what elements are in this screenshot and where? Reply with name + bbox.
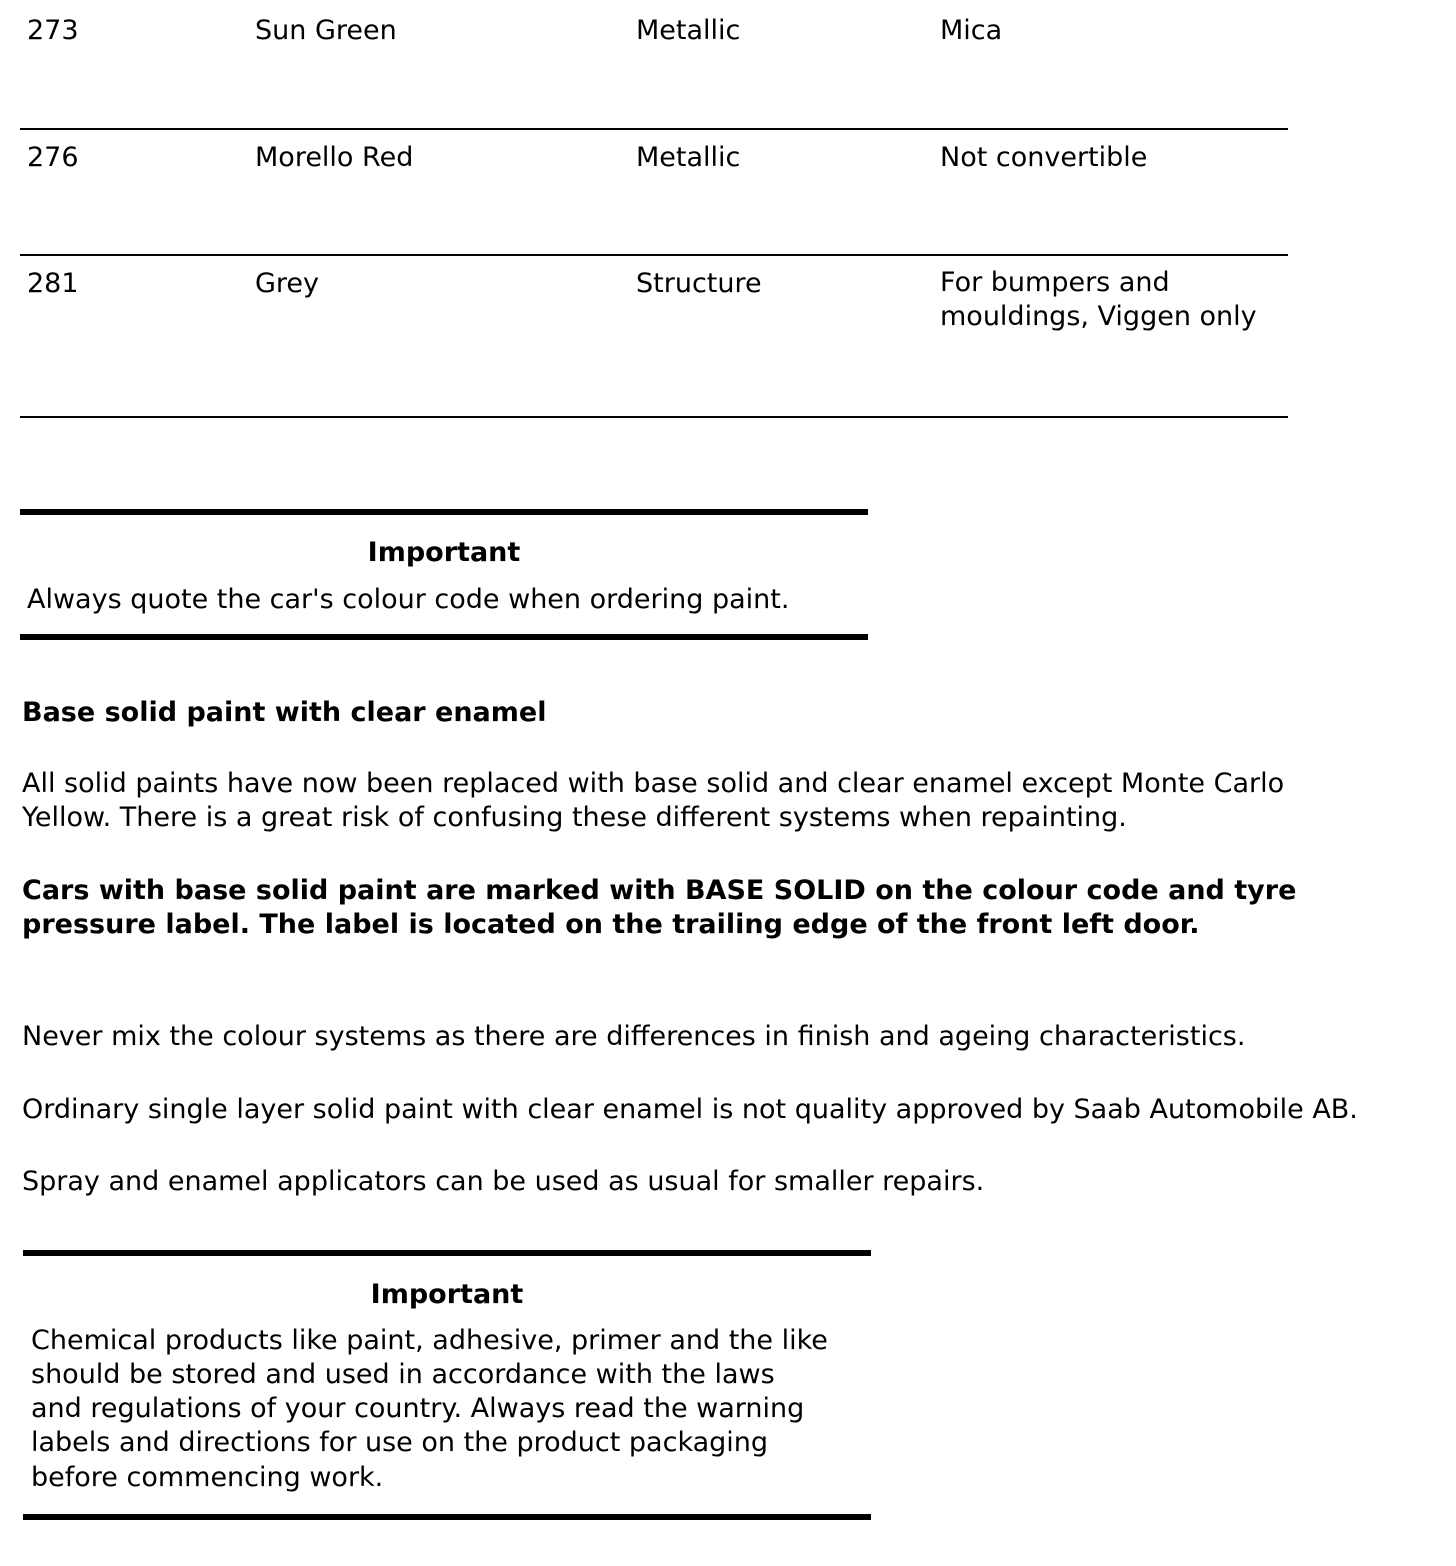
notice-bottom-rule [20, 634, 868, 640]
notice-line: and regulations of your country. Always read the warning [31, 1393, 805, 1424]
paint-note: Not convertible [940, 142, 1148, 173]
bold-paragraph-line: pressure label. The label is located on the trailing edge of the front left door. [22, 909, 1200, 940]
colour-code: 273 [27, 15, 79, 46]
notice-title: Important [367, 537, 521, 568]
notice-title: Important [370, 1279, 524, 1310]
colour-name: Morello Red [255, 142, 414, 173]
notice-line: should be stored and used in accordance with the laws [31, 1359, 775, 1390]
row-divider [20, 254, 1288, 256]
section-heading: Base solid paint with clear enamel [22, 697, 547, 728]
notice-top-rule [20, 509, 868, 515]
colour-code: 281 [27, 268, 79, 299]
paint-type: Structure [636, 268, 762, 299]
row-divider [20, 416, 1288, 418]
paint-type: Metallic [636, 142, 741, 173]
notice-text: Always quote the car's colour code when ordering paint. [27, 584, 790, 615]
paint-note-line-2: mouldings, Viggen only [940, 301, 1257, 332]
paint-type: Metallic [636, 15, 741, 46]
row-divider [20, 128, 1288, 130]
paint-note-line-1: For bumpers and [940, 267, 1170, 298]
paint-note: Mica [940, 15, 1003, 46]
bold-paragraph-line: Cars with base solid paint are marked with BASE SOLID on the colour code and tyre [22, 875, 1297, 906]
notice-line: before commencing work. [31, 1462, 384, 1493]
paragraph: Never mix the colour systems as there are differences in finish and ageing characteristics. [22, 1021, 1246, 1052]
notice-bottom-rule [23, 1514, 871, 1520]
paragraph: Ordinary single layer solid paint with clear enamel is not quality approved by Saab Automobile AB. [22, 1094, 1358, 1125]
paragraph-line: Yellow. There is a great risk of confusing these different systems when repainting. [22, 802, 1127, 833]
notice-line: labels and directions for use on the product packaging [31, 1427, 769, 1458]
paragraph-line: All solid paints have now been replaced with base solid and clear enamel except Monte Carlo [22, 768, 1285, 799]
colour-code: 276 [27, 142, 79, 173]
notice-top-rule [23, 1250, 871, 1256]
colour-name: Grey [255, 268, 320, 299]
colour-name: Sun Green [255, 15, 397, 46]
notice-line: Chemical products like paint, adhesive, primer and the like [31, 1325, 828, 1356]
paragraph: Spray and enamel applicators can be used as usual for smaller repairs. [22, 1166, 985, 1197]
